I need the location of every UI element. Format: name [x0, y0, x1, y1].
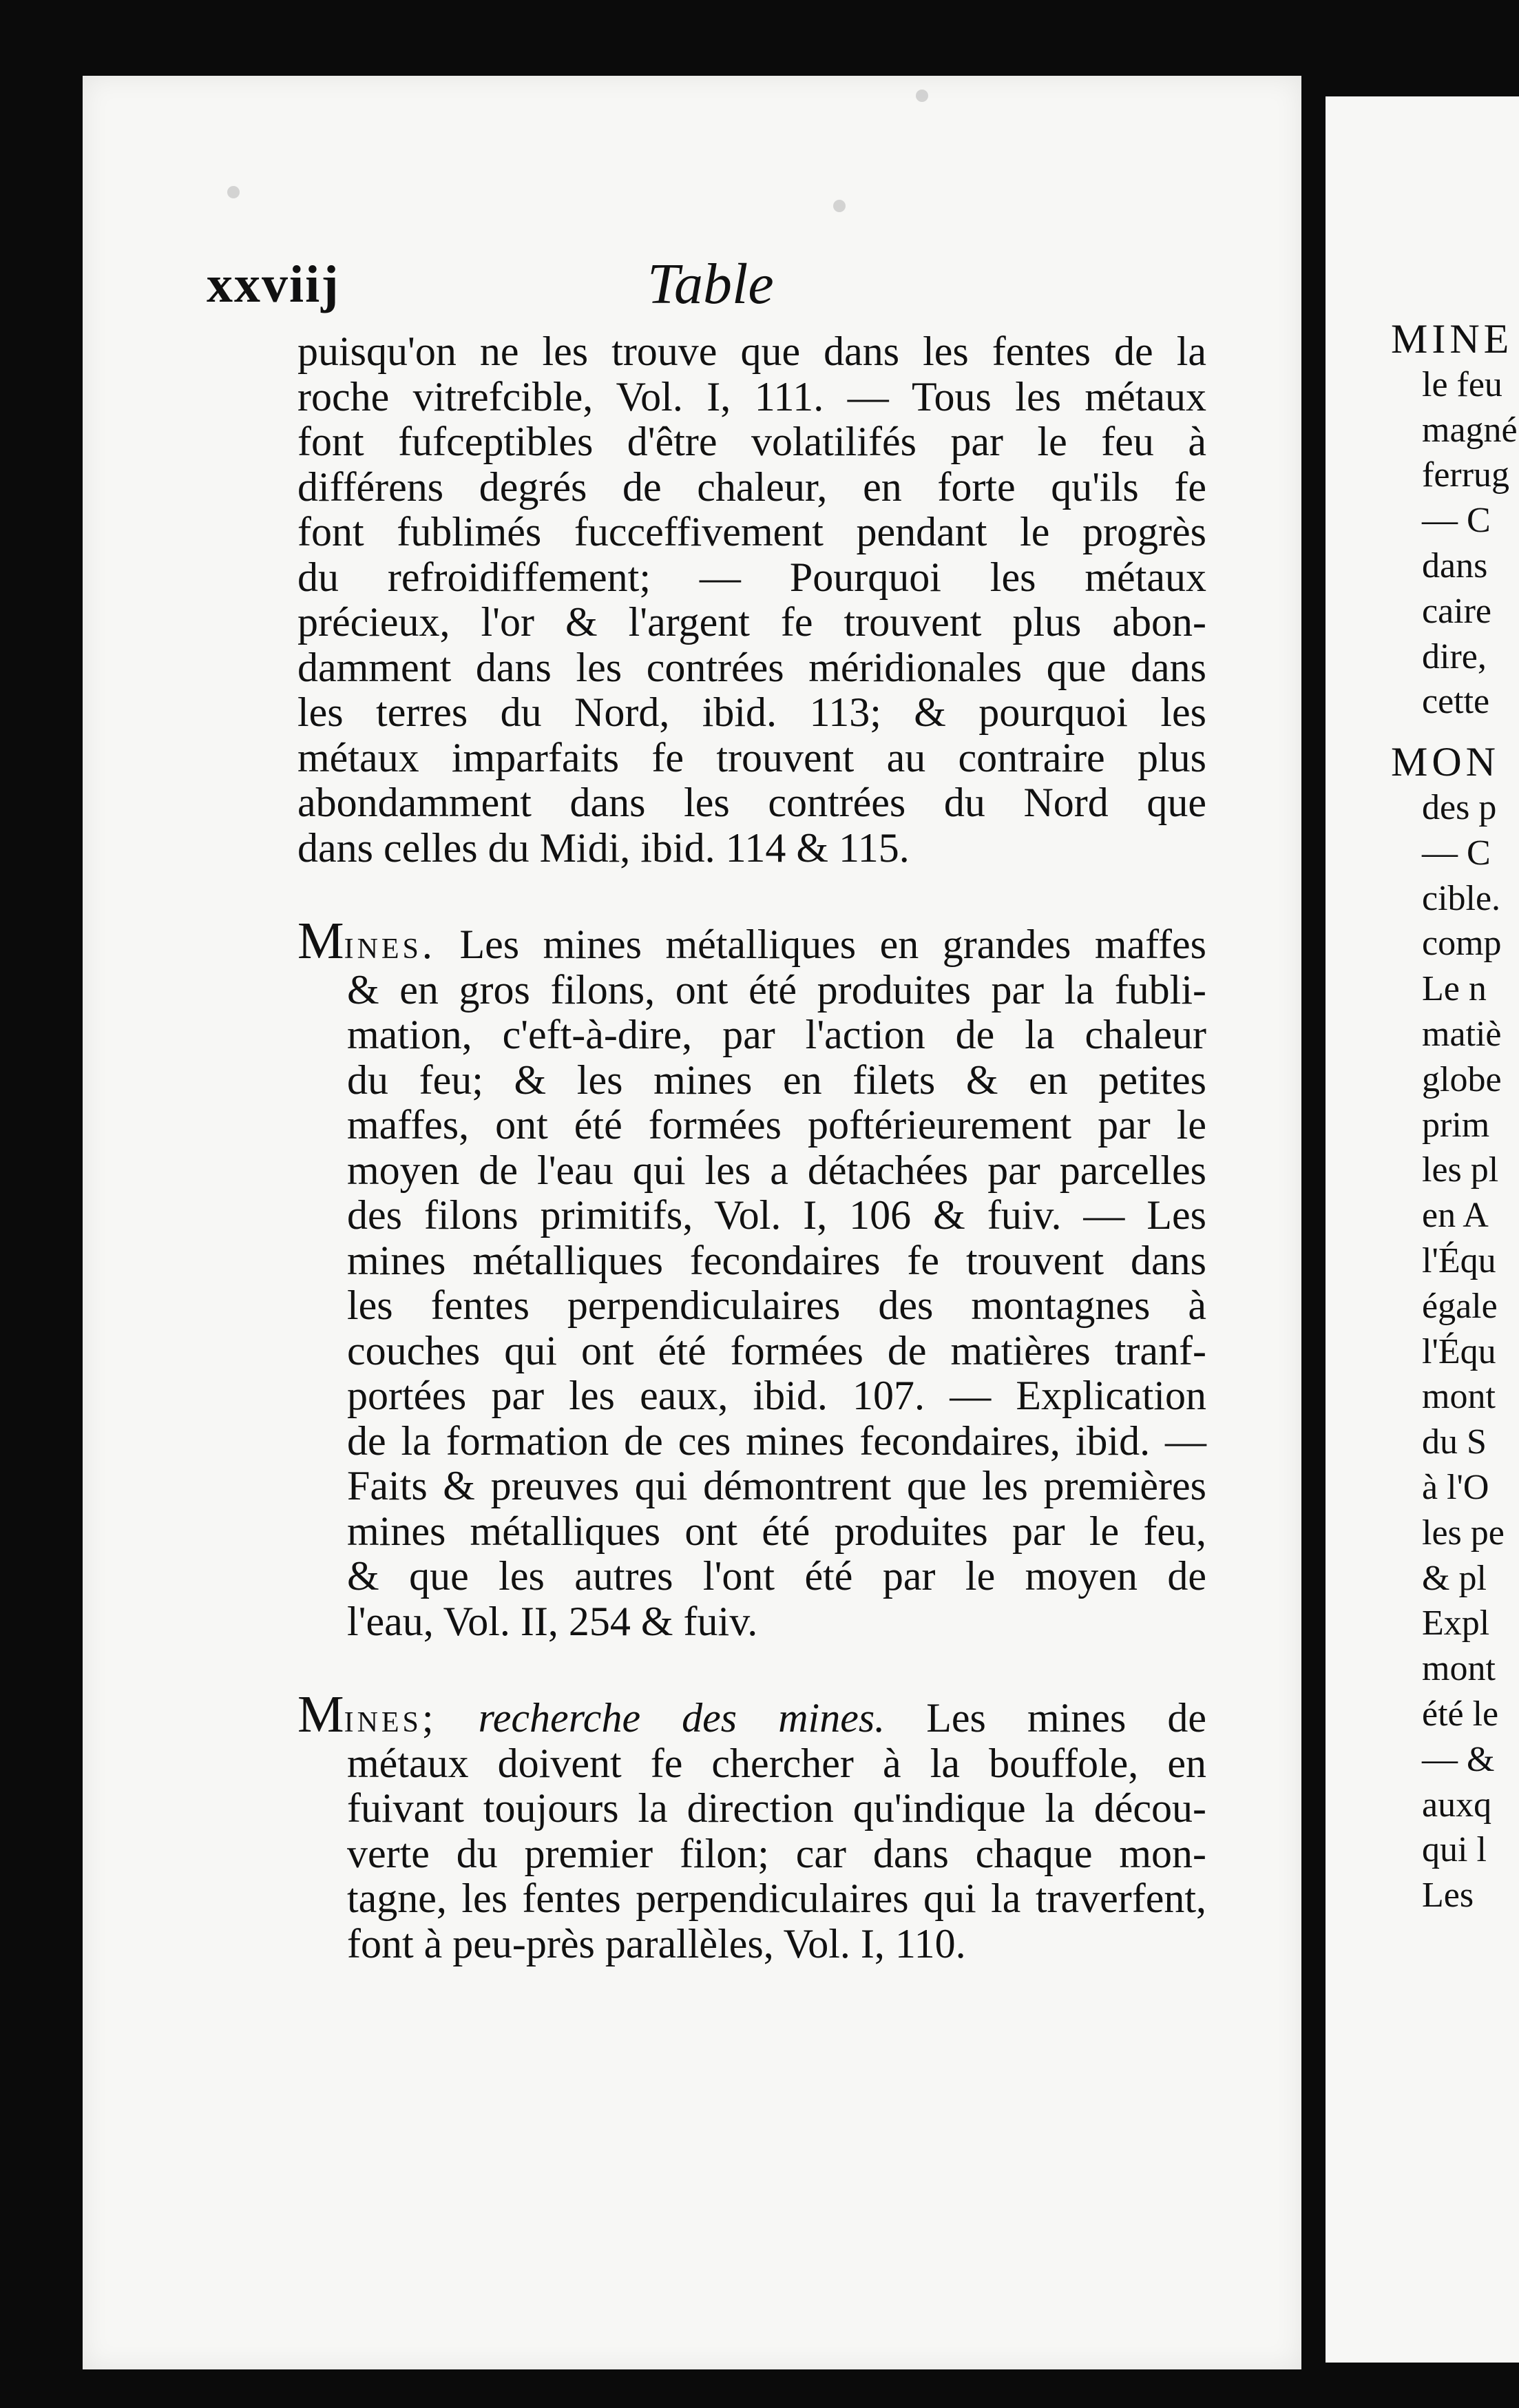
facing-text-line: — & — [1422, 1739, 1495, 1779]
facing-text-line: — C — [1422, 833, 1491, 873]
entry-text: Les mines de — [926, 1695, 1206, 1741]
text-line: l'eau, Vol. II, 254 & fuiv. — [347, 1598, 758, 1644]
paper-speck — [916, 90, 928, 102]
text-line: verte du premier filon; car dans chaque mon- — [347, 1830, 1206, 1876]
entry-heading: ines. — [344, 922, 436, 967]
facing-text-line: globe — [1422, 1059, 1502, 1099]
facing-text-line: qui l — [1422, 1830, 1487, 1870]
facing-text-line: l'Équ — [1422, 1241, 1496, 1280]
facing-entry-heading: MON — [1391, 739, 1500, 785]
page-title: Table — [647, 252, 774, 316]
text-line: métaux imparfaits fe trouvent au contraire plus — [297, 734, 1206, 780]
facing-text-line: ferrug — [1422, 455, 1510, 495]
facing-text-line: été le — [1422, 1694, 1499, 1734]
text-line: Faits & preuves qui démontrent que les premières — [347, 1463, 1206, 1508]
facing-text-line: — C — [1422, 501, 1491, 541]
paper-speck — [833, 200, 846, 212]
text-line: métaux doivent fe chercher à la bouffole, en — [347, 1740, 1206, 1786]
index-entry-mines-recherche — [297, 1685, 1206, 1966]
index-text — [297, 329, 1206, 1966]
facing-text-line: cette — [1422, 682, 1490, 722]
facing-text-line: le feu — [1422, 364, 1502, 404]
text-line: mation, c'eft-à-dire, par l'action de la chaleur — [347, 1012, 1206, 1057]
text-line: couches qui ont été formées de matières tranf- — [347, 1327, 1206, 1373]
facing-text-line: dans — [1422, 546, 1488, 585]
text-line: maffes, ont été formées poftérieurement par le — [347, 1102, 1206, 1148]
facing-text-line: des p — [1422, 787, 1497, 827]
text-line: roche vitrefcible, Vol. I, 111. — Tous les métaux — [297, 373, 1206, 419]
text-line: du feu; & les mines en filets & en petites — [347, 1057, 1206, 1103]
text-line: de la formation de ces mines fecondaires, ibid. — — [347, 1418, 1206, 1464]
text-line: les fentes perpendiculaires des montagnes à — [347, 1283, 1206, 1328]
facing-text-line: comp — [1422, 924, 1502, 964]
text-line: moyen de l'eau qui les a détachées par parcelles — [347, 1147, 1206, 1193]
facing-text-line: mont — [1422, 1649, 1496, 1689]
text-line: fuivant toujours la direction qu'indique la décou- — [347, 1785, 1206, 1831]
facing-text-line: auxq — [1422, 1785, 1492, 1825]
facing-text-line: mont — [1422, 1377, 1496, 1417]
text-line: & que les autres l'ont été par le moyen de — [347, 1553, 1206, 1599]
facing-text-line: les pe — [1422, 1513, 1505, 1553]
text-line: les terres du Nord, ibid. 113; & pourquoi les — [297, 689, 1206, 735]
facing-text-line: magné — [1422, 410, 1518, 450]
text-line: précieux, l'or & l'argent fe trouvent plus abon- — [297, 599, 1206, 645]
facing-text-line: égale — [1422, 1286, 1498, 1326]
facing-text-line: matiè — [1422, 1014, 1502, 1054]
index-entry-mines — [297, 912, 1206, 1644]
text-line: mines métalliques fecondaires fe trouvent dans — [347, 1237, 1206, 1283]
text-line: du refroidiffement; — Pourquoi les métaux — [297, 554, 1206, 600]
text-line: font fufceptibles d'être volatilifés par le feu à — [297, 419, 1206, 464]
facing-text-line: cible. — [1422, 878, 1501, 918]
text-line: font fublimés fucceffivement pendant le progrès — [297, 509, 1206, 554]
facing-text-line: en A — [1422, 1196, 1489, 1236]
entry-lines — [297, 968, 1206, 1645]
text-line: font à peu-près parallèles, Vol. I, 110. — [347, 1920, 966, 1966]
facing-text-line: les pl — [1422, 1150, 1499, 1190]
facing-text-line: du S — [1422, 1422, 1487, 1462]
facing-text-line: & pl — [1422, 1558, 1487, 1598]
facing-text-line: l'Équ — [1422, 1331, 1496, 1371]
text-line: & en gros filons, ont été produites par la fubli- — [347, 966, 1206, 1013]
text-line: des filons primitifs, Vol. I, 106 & fuiv. — Les — [347, 1192, 1206, 1238]
facing-text-line: Les — [1422, 1876, 1474, 1916]
text-line: différens degrés de chaleur, en forte qu'ils fe — [297, 464, 1206, 510]
entry-lines — [297, 1741, 1206, 1967]
page-number: xxviij — [207, 256, 340, 313]
entry-text: Les mines métalliques en grandes maffes — [459, 922, 1206, 967]
entry-heading: ines; — [344, 1695, 437, 1741]
text-line: abondamment dans les contrées du Nord que — [297, 780, 1206, 825]
facing-text-line: caire — [1422, 591, 1492, 631]
text-line: puisqu'on ne les trouve que dans les fentes de la — [297, 329, 1206, 374]
facing-text-line: à l'O — [1422, 1467, 1489, 1507]
entry-first-line — [297, 912, 1206, 970]
entry-subheading: recherche des mines. — [478, 1695, 886, 1741]
text-line: damment dans les contrées méridionales que dans — [297, 644, 1206, 690]
continuation-paragraph — [297, 329, 1206, 871]
entry-initial: M — [297, 912, 344, 970]
facing-text-line: prim — [1422, 1105, 1490, 1145]
paper-speck — [227, 186, 240, 198]
facing-entry-heading: MINE — [1391, 316, 1513, 362]
text-line: tagne, les fentes perpendiculaires qui la traverfent, — [347, 1876, 1206, 1921]
text-line: mines métalliques ont été produites par le feu, — [347, 1508, 1206, 1554]
facing-text-line: dire, — [1422, 636, 1487, 676]
facing-text-line: Expl — [1422, 1603, 1490, 1643]
text-line: dans celles du Midi, ibid. 114 & 115. — [297, 824, 910, 871]
entry-initial: M — [297, 1685, 344, 1743]
running-head — [207, 252, 826, 324]
text-line: portées par les eaux, ibid. 107. — Explication — [347, 1373, 1206, 1418]
facing-page — [1326, 96, 1519, 2363]
entry-first-line — [297, 1685, 1206, 1743]
facing-page-text — [1391, 317, 1519, 1918]
facing-text-line: Le n — [1422, 969, 1487, 1009]
